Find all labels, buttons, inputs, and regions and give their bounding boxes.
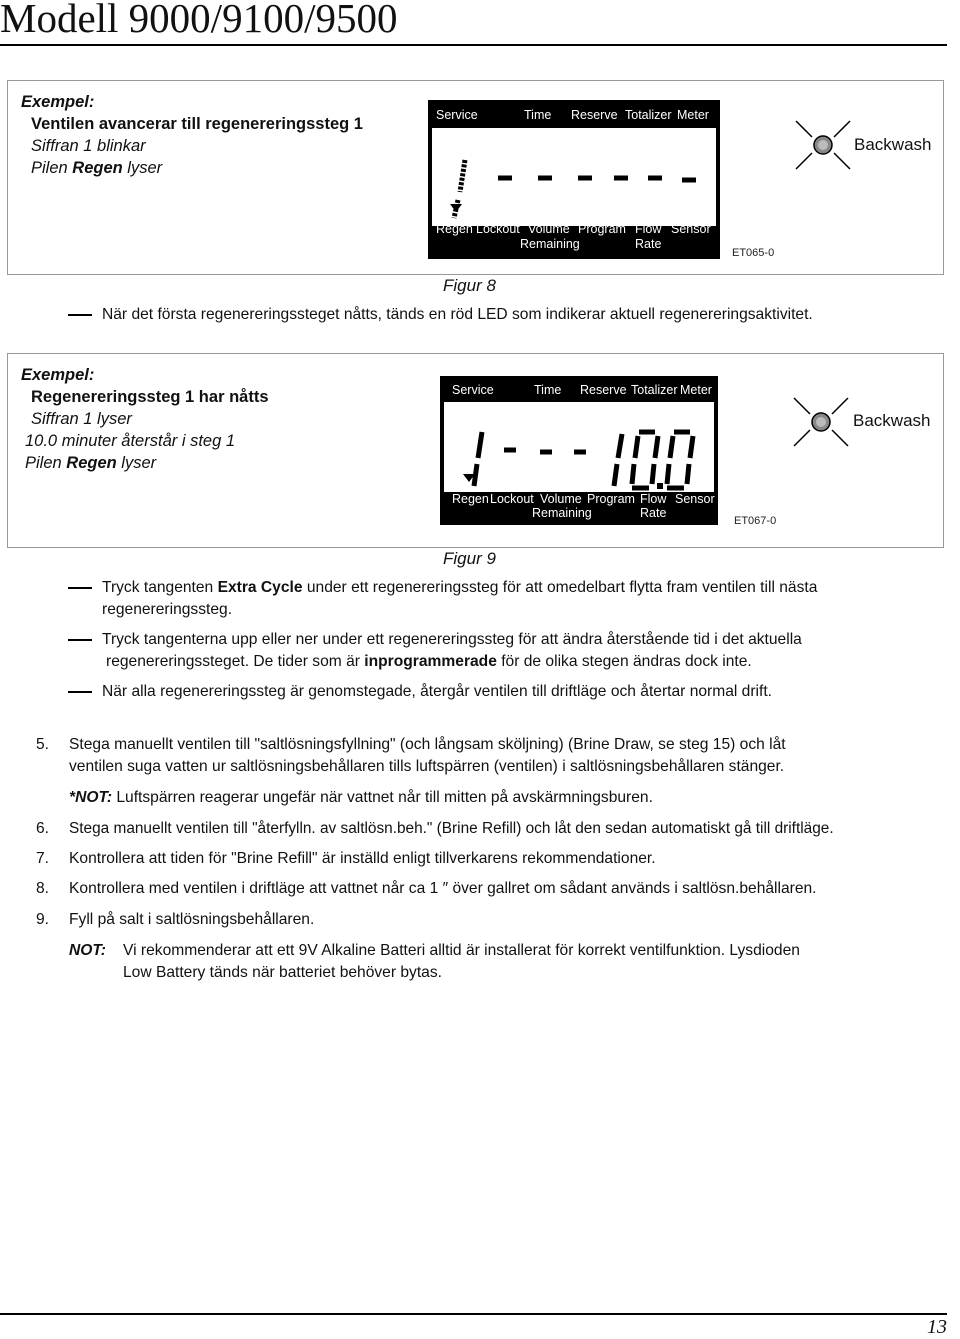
lcd-label-reserve: Reserve xyxy=(571,108,618,122)
note-label: NOT: xyxy=(69,942,106,959)
lcd-label-time: Time xyxy=(524,108,552,122)
lcd-label-program: Program xyxy=(587,492,635,506)
backwash-led-icon xyxy=(786,392,856,452)
figure-9-lcd-display xyxy=(440,376,718,525)
example-line-1: Ventilen avancerar till regenereringssteg 1 xyxy=(31,115,363,133)
example-line-2: Siffran 1 lyser xyxy=(31,410,132,428)
lcd-digits xyxy=(444,402,714,492)
example-line-3: 10.0 minuter återstår i steg 1 xyxy=(25,432,236,450)
bullet-dash xyxy=(68,314,92,316)
lcd-label-regen: Regen xyxy=(436,222,473,236)
lcd-label-lockout: Lockout xyxy=(490,492,534,506)
figure-8-example-text xyxy=(21,91,363,179)
bullet-dash xyxy=(68,587,92,589)
step-5-number: 5. xyxy=(36,736,50,753)
step-9-number: 9. xyxy=(36,911,50,928)
lcd-label-flow: Flow xyxy=(640,492,667,506)
lcd-label-totalizer: Totalizer xyxy=(625,108,672,122)
example-line-2: Siffran 1 blinkar xyxy=(31,137,146,155)
step-8-number: 8. xyxy=(36,880,50,897)
lcd-label-reserve: Reserve xyxy=(580,383,627,397)
lcd-label-service: Service xyxy=(452,383,494,397)
step-5-text: Stega manuellt ventilen till "saltlösningsfyllning" (och långsam sköljning) (Brine Draw, se steg 15) och låt ventilen suga vatten ur saltlösningsbehållaren tills luftspärren (ventilen) i saltlösningsbehållaren stänger. xyxy=(69,736,786,775)
note-text: När det första regenereringssteget nåtts, tänds en röd LED som indikerar aktuell regenereringsaktivitet. xyxy=(102,306,813,323)
example-label: Exempel: xyxy=(21,366,95,384)
lcd-digit-area xyxy=(432,128,716,226)
bullet-dash xyxy=(68,691,92,693)
lcd-label-flow: Flow xyxy=(635,222,662,236)
backwash-led-icon xyxy=(788,115,858,175)
note-3: När alla regenereringssteg är genomstegade, återgår ventilen till driftläge och återtar normal drift. xyxy=(102,683,773,700)
page-number: 13 xyxy=(927,1316,947,1338)
note-2: Tryck tangenterna upp eller ner under ett regenereringssteg för att ändra återstående tid i det aktuella regenereringssteget. De tider som är inprogrammerade för de olika stegen ändras dock inte. xyxy=(102,631,802,670)
step-7-text: Kontrollera att tiden för "Brine Refill" är inställd enligt tillverkarens rekommendationer. xyxy=(69,850,656,867)
step-8-text: Kontrollera med ventilen i driftläge att vattnet når ca 1 ″ över gallret om sådant används i saltlösn.behållaren. xyxy=(69,880,817,897)
step-6-number: 6. xyxy=(36,820,50,837)
lcd-label-volume: Volume xyxy=(540,492,582,506)
lcd-digits xyxy=(432,128,716,226)
lcd-label-time: Time xyxy=(534,383,562,397)
example-label: Exempel: xyxy=(21,93,95,111)
lcd-label-lockout: Lockout xyxy=(476,222,520,236)
footer-rule xyxy=(0,1313,947,1315)
step-9-text: Fyll på salt i saltlösningsbehållaren. xyxy=(69,911,315,928)
note-text: Vi rekommenderar att ett 9V Alkaline Batteri alltid är installerat för korrekt ventilfunktion. Lysdioden Low Battery tänds när batteriet behöver bytas. xyxy=(123,942,800,981)
lcd-label-rate: Rate xyxy=(635,237,662,251)
lcd-digit-area xyxy=(444,402,714,492)
example-line-3: Pilen Regen lyser xyxy=(31,159,163,177)
figure-8-caption: Figur 8 xyxy=(443,276,496,295)
lcd-label-totalizer: Totalizer xyxy=(631,383,678,397)
lcd-label-regen: Regen xyxy=(452,492,489,506)
backwash-label: Backwash xyxy=(853,411,931,430)
note-1: Tryck tangenten Extra Cycle under ett regenereringssteg för att omedelbart flytta fram ventilen till nästa regenereringssteg. xyxy=(102,579,818,618)
lcd-label-meter: Meter xyxy=(680,383,712,397)
example-line-1: Regenereringssteg 1 har nåtts xyxy=(31,388,269,406)
step-6-text: Stega manuellt ventilen till "återfylln. av saltlösn.beh." (Brine Refill) och låt den sedan automatiskt gå till driftläge. xyxy=(69,820,834,837)
backwash-label: Backwash xyxy=(854,135,932,154)
lcd-label-meter: Meter xyxy=(677,108,709,122)
figure-9-example-text xyxy=(21,364,269,474)
lcd-label-service: Service xyxy=(436,108,478,122)
header-rule xyxy=(0,44,947,46)
lcd-label-volume: Volume xyxy=(528,222,570,236)
step-7-number: 7. xyxy=(36,850,50,867)
figure-9-caption: Figur 9 xyxy=(443,549,496,568)
lcd-label-sensor: Sensor xyxy=(675,492,715,506)
bullet-dash xyxy=(68,639,92,641)
figure-code: ET067-0 xyxy=(734,515,777,527)
lcd-label-remaining: Remaining xyxy=(532,506,592,520)
figure-code: ET065-0 xyxy=(732,247,775,259)
page-title: Modell 9000/9100/9500 xyxy=(0,0,398,41)
lcd-label-rate: Rate xyxy=(640,506,667,520)
figure-8-lcd-display xyxy=(428,100,720,259)
step-5-note: *NOT: Luftspärren reagerar ungefär när vattnet når till mitten på avskärmningsburen. xyxy=(69,789,653,806)
lcd-label-sensor: Sensor xyxy=(671,222,711,236)
lcd-label-remaining: Remaining xyxy=(520,237,580,251)
lcd-label-program: Program xyxy=(578,222,626,236)
example-line-4: Pilen Regen lyser xyxy=(25,454,157,472)
